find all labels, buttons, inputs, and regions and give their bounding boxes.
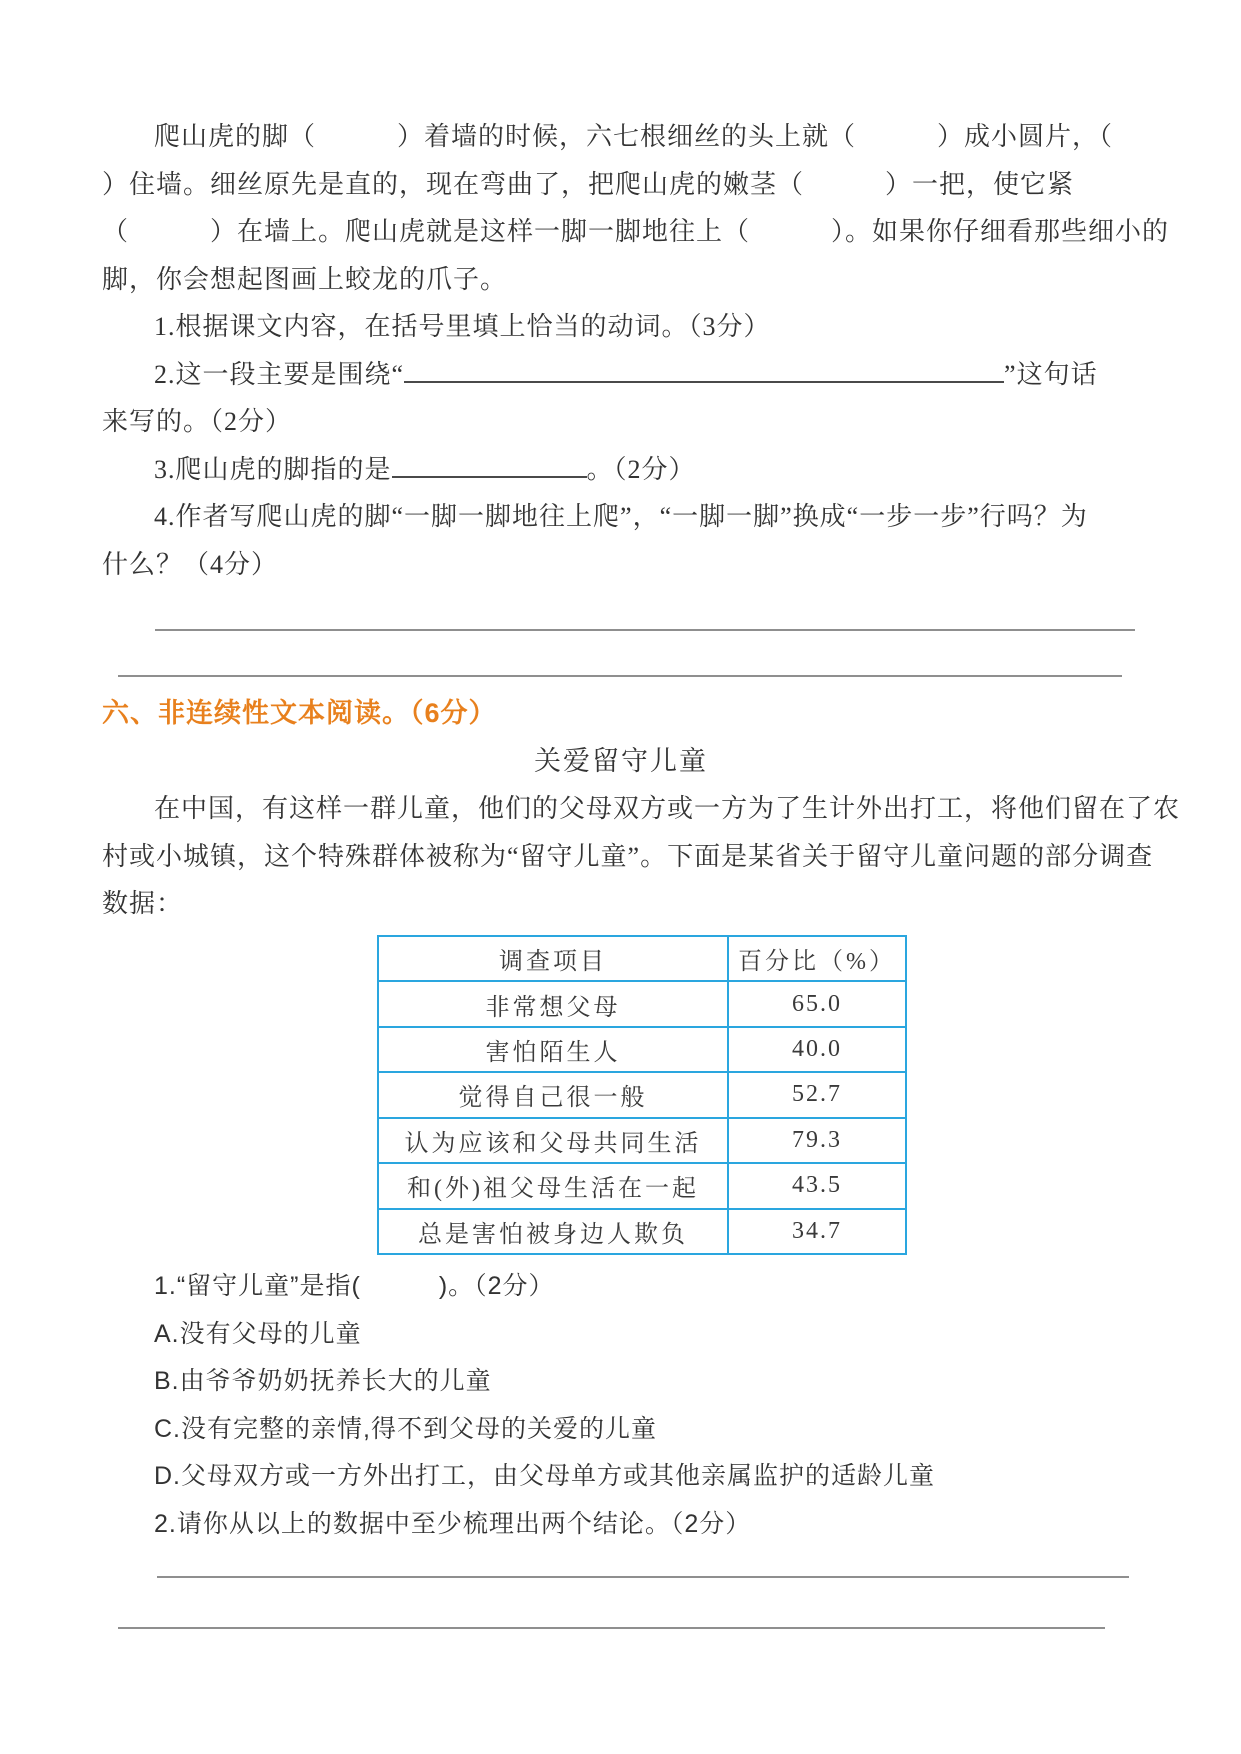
table-cell-item: 觉得自己很一般 bbox=[378, 1072, 728, 1117]
option-d: D.父母双方或一方外出打工，由父母单方或其他亲属监护的适龄儿童 bbox=[154, 1462, 936, 1490]
table-cell-item: 认为应该和父母共同生活 bbox=[378, 1118, 728, 1163]
question-4-line1: 4.作者写爬山虎的脚“一脚一脚地往上爬”，“一脚一脚”换成“一步一步”行吗？为 bbox=[154, 502, 1088, 531]
table-row bbox=[378, 1163, 906, 1208]
passage-line: 爬山虎的脚（ ）着墙的时候，六七根细丝的头上就（ ）成小圆片，（ bbox=[154, 122, 1114, 151]
article-title: 关爱留守儿童 bbox=[534, 745, 708, 776]
table-cell-item: 总是害怕被身边人欺负 bbox=[378, 1209, 728, 1254]
section-six-questions-block bbox=[102, 1263, 1140, 1548]
table-cell-value: 34.7 bbox=[728, 1209, 906, 1254]
table-row bbox=[378, 1027, 906, 1072]
answer-writing-line bbox=[118, 1627, 1105, 1629]
question-4-line2: 什么？（4分） bbox=[102, 549, 279, 579]
passage-line: ）住墙。细丝原先是直的，现在弯曲了，把爬山虎的嫩茎（ ）一把，使它紧 bbox=[102, 169, 1075, 199]
passage-line: 脚，你会想起图画上蛟龙的爪子。 bbox=[102, 264, 508, 294]
table-cell-value: 65.0 bbox=[728, 981, 906, 1026]
table-cell-item: 和(外)祖父母生活在一起 bbox=[378, 1163, 728, 1208]
question-3 bbox=[102, 446, 1140, 494]
question-1: 1.根据课文内容，在括号里填上恰当的动词。（3分） bbox=[154, 312, 771, 341]
table-row bbox=[378, 1209, 906, 1254]
table-cell-value: 40.0 bbox=[728, 1027, 906, 1072]
table-row bbox=[378, 981, 906, 1026]
passage-line: （ ）在墙上。爬山虎就是这样一脚一脚地往上（ ）。如果你仔细看那些细小的 bbox=[102, 217, 1170, 246]
option-a: A.没有父母的儿童 bbox=[154, 1319, 362, 1348]
table-row bbox=[378, 1072, 906, 1117]
section-six-heading: 六、非连续性文本阅读。（6分） bbox=[102, 698, 497, 728]
question-2: 2.请你从以上的数据中至少梳理出两个结论。（2分） bbox=[154, 1509, 752, 1538]
answer-writing-line bbox=[155, 629, 1135, 631]
table-header-item: 调查项目 bbox=[378, 936, 728, 981]
question-2-continuation: 来写的。（2分） bbox=[102, 407, 293, 436]
fill-in-blank-line bbox=[404, 353, 1004, 383]
answer-writing-line bbox=[118, 675, 1122, 677]
answer-writing-line bbox=[157, 1576, 1129, 1578]
question-3-prefix: 3.爬山虎的脚指的是 bbox=[154, 454, 392, 484]
question-1: 1.“留守儿童”是指( )。（2分） bbox=[154, 1272, 555, 1300]
article-paragraph-line: 村或小城镇，这个特殊群体被称为“留守儿童”。下面是某省关于留守儿童问题的部分调查 bbox=[102, 841, 1154, 871]
question-2-prefix: 2.这一段主要是围绕“ bbox=[154, 359, 405, 389]
question-2-suffix: ”这句话 bbox=[1004, 359, 1098, 389]
section-six-block bbox=[102, 690, 1181, 928]
table-cell-value: 43.5 bbox=[728, 1163, 906, 1208]
table-header-percent: 百分比（%） bbox=[728, 936, 906, 981]
question-3-suffix: 。（2分） bbox=[586, 454, 696, 484]
survey-data-table bbox=[377, 935, 907, 1255]
article-paragraph-line: 在中国，有这样一群儿童，他们的父母双方或一方为了生计外出打工，将他们留在了农 bbox=[154, 794, 1181, 823]
table-header-row bbox=[378, 936, 906, 981]
table-cell-item: 非常想父母 bbox=[378, 981, 728, 1026]
option-c: C.没有完整的亲情,得不到父母的关爱的儿童 bbox=[154, 1414, 657, 1443]
reading-passage-block bbox=[102, 113, 1170, 588]
table-cell-value: 79.3 bbox=[728, 1118, 906, 1163]
option-b: B.由爷爷奶奶抚养长大的儿童 bbox=[154, 1367, 492, 1395]
fill-in-blank-line bbox=[392, 448, 587, 478]
question-2 bbox=[102, 351, 1140, 399]
article-paragraph-line: 数据： bbox=[102, 889, 184, 918]
table-cell-value: 52.7 bbox=[728, 1072, 906, 1117]
table-cell-item: 害怕陌生人 bbox=[378, 1027, 728, 1072]
table-row bbox=[378, 1118, 906, 1163]
